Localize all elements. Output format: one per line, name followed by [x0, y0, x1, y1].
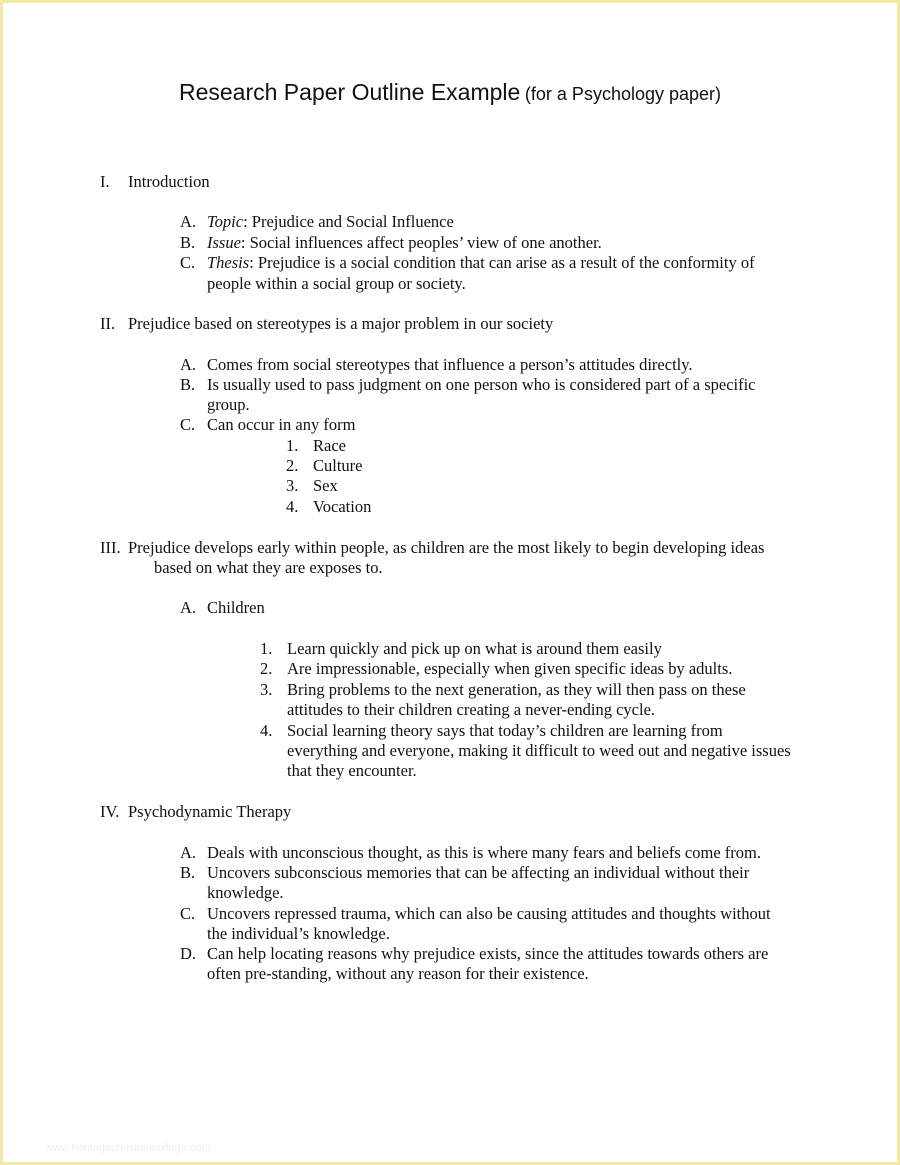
item-label: B.	[180, 233, 196, 252]
sub-item-number: 4.	[260, 721, 273, 740]
item-label: C.	[180, 253, 196, 272]
sub-item-number: 3.	[260, 680, 273, 699]
section-heading: Prejudice based on stereotypes is a major problem in our society	[128, 314, 554, 333]
sub-item-number: 1.	[286, 436, 299, 455]
item-text: : Prejudice is a social condition that can arise as a result of the conformity of	[249, 253, 755, 272]
item-continuation: people within a social group or society.	[207, 274, 466, 293]
item-term: Thesis	[207, 253, 250, 272]
outline-item: Can occur in any form	[207, 415, 356, 434]
title-subtitle: (for a Psychology paper)	[524, 84, 722, 104]
section-number: III.	[100, 538, 121, 557]
watermark: www.heritagechristiancollege.com	[45, 1142, 211, 1154]
item-text: : Prejudice and Social Influence	[243, 212, 454, 231]
item-label: A.	[180, 212, 197, 231]
sub-item: Are impressionable, especially when given specific ideas by adults.	[287, 659, 733, 678]
sub-item-number: 2.	[286, 456, 299, 475]
outline-item: Children	[207, 598, 265, 617]
section-heading-continuation: based on what they are exposes to.	[154, 558, 383, 577]
sub-item: Vocation	[313, 497, 372, 516]
item-continuation: the individual’s knowledge.	[207, 924, 390, 943]
outline-item: Deals with unconscious thought, as this is where many fears and beliefs come from.	[207, 843, 761, 862]
item-continuation: often pre-standing, without any reason for their existence.	[207, 964, 589, 983]
section-number: IV.	[100, 802, 120, 821]
item-label: C.	[180, 415, 196, 434]
item-label: A.	[180, 355, 197, 374]
item-term: Topic	[207, 212, 244, 231]
sub-item-number: 3.	[286, 476, 299, 495]
sub-item: Learn quickly and pick up on what is around them easily	[287, 639, 662, 658]
item-label: B.	[180, 863, 196, 882]
item-label: A.	[180, 598, 197, 617]
item-continuation: knowledge.	[207, 883, 284, 902]
title-main: Research Paper Outline Example	[178, 79, 521, 105]
item-label: A.	[180, 843, 197, 862]
sub-item: Race	[313, 436, 346, 455]
sub-item: Culture	[313, 456, 363, 475]
section-number: I.	[100, 172, 110, 191]
outline-item: Comes from social stereotypes that influence a person’s attitudes directly.	[207, 355, 693, 374]
outline-item: Can help locating reasons why prejudice exists, since the attitudes towards others are	[207, 944, 769, 963]
sub-item-number: 1.	[260, 639, 273, 658]
item-continuation: group.	[207, 395, 250, 414]
outline-item	[207, 253, 755, 273]
outline-item	[207, 233, 602, 253]
sub-item: Bring problems to the next generation, as they will then pass on these	[287, 680, 746, 699]
sub-item: Sex	[313, 476, 338, 495]
item-label: B.	[180, 375, 196, 394]
item-label: D.	[180, 944, 197, 963]
sub-item-number: 2.	[260, 659, 273, 678]
outline-item	[207, 212, 454, 232]
section-number: II.	[100, 314, 116, 333]
sub-item: Social learning theory says that today’s children are learning from	[287, 721, 723, 740]
item-text: : Social influences affect peoples’ view of one another.	[240, 233, 602, 252]
sub-item-continuation: attitudes to their children creating a never-ending cycle.	[287, 700, 656, 719]
section-heading: Psychodynamic Therapy	[128, 802, 292, 821]
outline-item: Uncovers subconscious memories that can be affecting an individual without their	[207, 863, 750, 882]
outline-item: Uncovers repressed trauma, which can also be causing attitudes and thoughts without	[207, 904, 771, 923]
item-label: C.	[180, 904, 196, 923]
item-term: Issue	[207, 233, 241, 252]
section-heading: Introduction	[128, 172, 210, 191]
sub-item-number: 4.	[286, 497, 299, 516]
outline-item: Is usually used to pass judgment on one person who is considered part of a specific	[207, 375, 756, 394]
section-heading: Prejudice develops early within people, as children are the most likely to begin developing ideas	[128, 538, 765, 557]
sub-item-continuation: everything and everyone, making it difficult to weed out and negative issues	[287, 741, 791, 760]
sub-item-continuation: that they encounter.	[287, 761, 417, 780]
document-title	[3, 79, 897, 106]
